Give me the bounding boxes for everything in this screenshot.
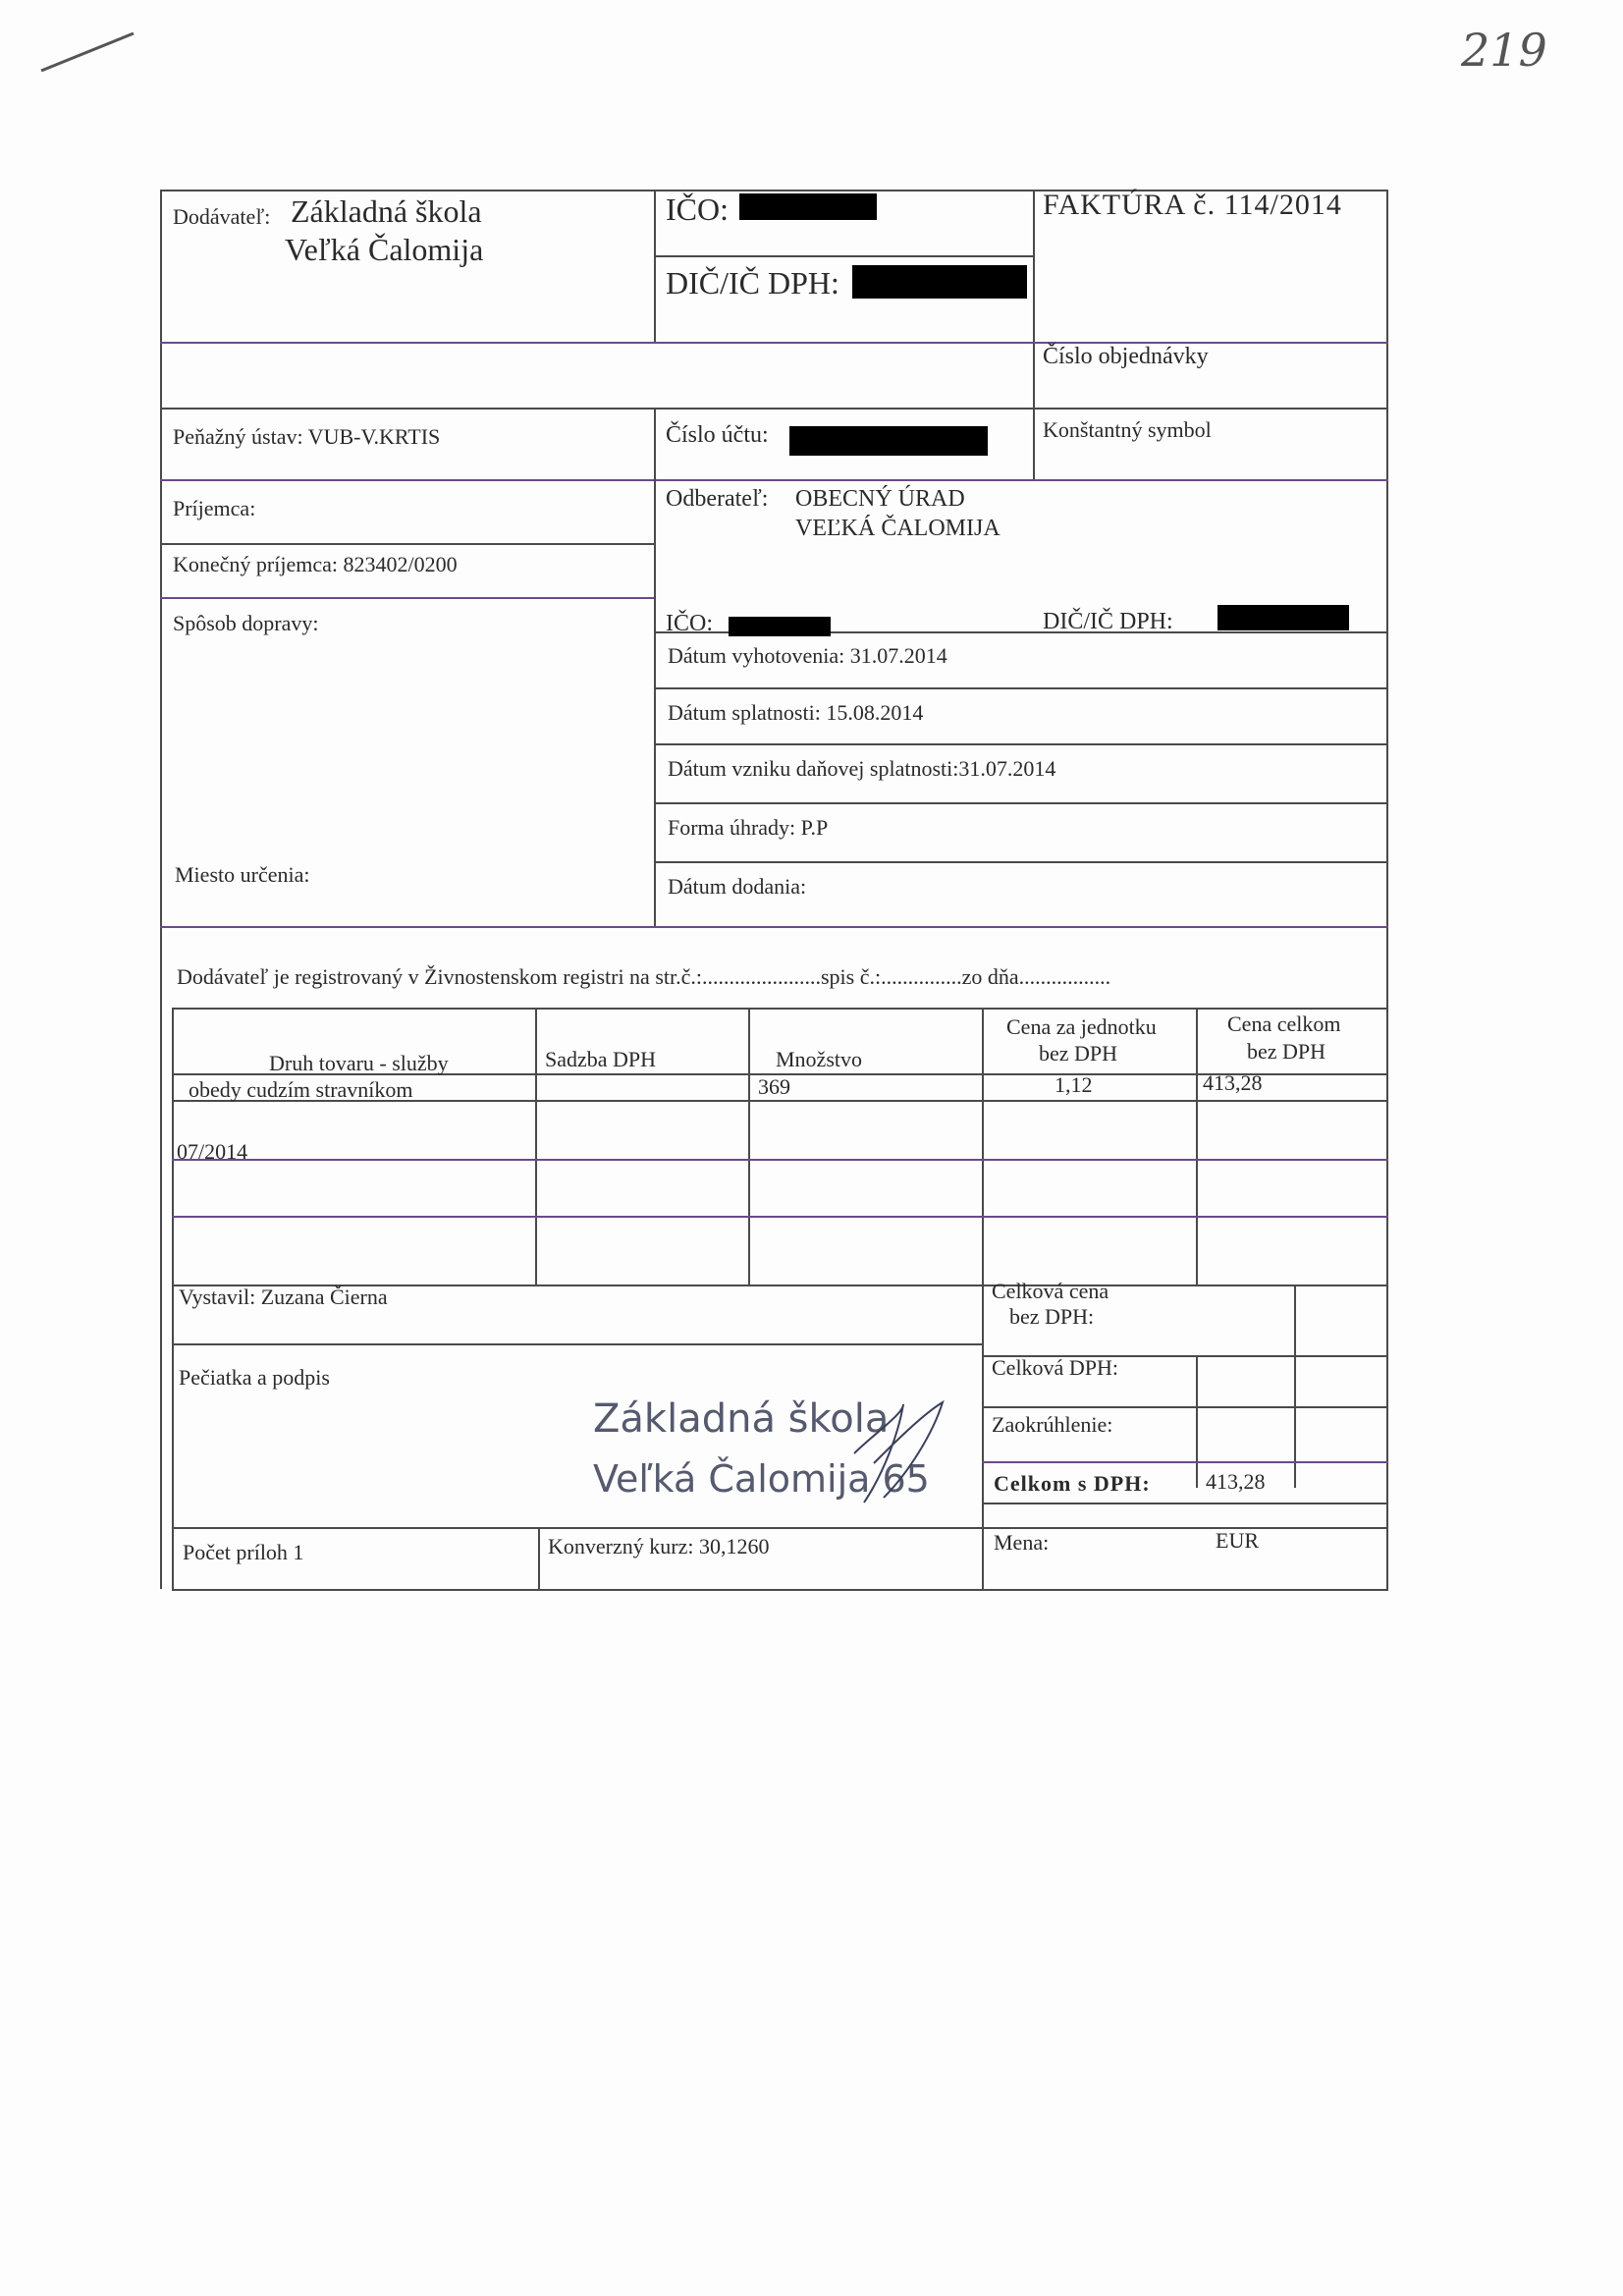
rule [160, 543, 654, 545]
rule [654, 255, 1033, 257]
show-through-text [1183, 1557, 1194, 1599]
rule [172, 1343, 982, 1345]
delivery-date: Dátum dodania: [668, 874, 807, 899]
rule [1033, 190, 1035, 479]
payment-form: Forma úhrady: P.P [668, 815, 829, 840]
redacted-ico [739, 193, 877, 220]
rule [654, 479, 656, 926]
rule [654, 743, 1388, 745]
total-excl-vat-label-2: bez DPH: [1009, 1304, 1095, 1329]
rule [654, 802, 1388, 804]
currency-value: EUR [1216, 1528, 1259, 1553]
customer-dic-label: DIČ/IČ DPH: [1043, 609, 1173, 634]
col-total-header-2: bez DPH [1247, 1039, 1326, 1064]
col-qty-header: Množstvo [776, 1047, 862, 1071]
rule [172, 1527, 1388, 1529]
rule [160, 408, 1388, 410]
invoice-title: FAKTÚRA č. 114/2014 [1043, 189, 1342, 221]
destination-label: Miesto určenia: [175, 862, 310, 887]
rule [172, 1008, 1388, 1010]
attachments-count: Počet príloh 1 [183, 1540, 304, 1564]
rule [160, 190, 162, 1589]
rule [172, 1008, 174, 1589]
redacted-customer-dic [1217, 605, 1349, 630]
rounding-label: Zaokrúhlenie: [992, 1412, 1113, 1437]
ico-label: IČO: [666, 191, 729, 227]
rule [172, 1216, 1388, 1218]
rule [1294, 1285, 1296, 1488]
rule [982, 1461, 1388, 1463]
final-recipient: Konečný príjemca: 823402/0200 [173, 552, 458, 576]
item-period: 07/2014 [177, 1139, 248, 1164]
item-quantity: 369 [758, 1074, 790, 1099]
rule [172, 1589, 1388, 1591]
recipient-label: Príjemca: [173, 496, 256, 520]
total-vat-label: Celková DPH: [992, 1355, 1118, 1380]
rule [1196, 1008, 1198, 1285]
conversion-rate: Konverzný kurz: 30,1260 [548, 1534, 770, 1558]
item-unit-price: 1,12 [1055, 1072, 1093, 1097]
issued-by: Vystavil: Zuzana Čierna [179, 1285, 388, 1309]
supplier-label: Dodávateľ: [173, 204, 271, 229]
supplier-name-line2: Veľká Čalomija [285, 232, 484, 267]
rule [160, 597, 654, 599]
total-excl-vat-label-1: Celková cena [992, 1279, 1109, 1303]
rule [982, 1406, 1388, 1408]
rule [538, 1527, 540, 1589]
item-total: 413,28 [1203, 1070, 1263, 1095]
col-total-header-1: Cena celkom [1227, 1011, 1341, 1036]
total-incl-vat-label: Celkom s DPH: [994, 1471, 1151, 1496]
rule [160, 479, 1388, 481]
issue-date: Dátum vyhotovenia: 31.07.2014 [668, 643, 947, 668]
redacted-account [789, 426, 988, 456]
rule [1196, 1355, 1198, 1488]
due-date: Dátum splatnosti: 15.08.2014 [668, 700, 924, 725]
rule [654, 861, 1388, 863]
registry-text: Dodávateľ je registrovaný v Živnostenskom registri na str.č.:......................spis č.:...............zo dňa................. [177, 964, 1111, 989]
item-description: obedy cudzím stravníkom [189, 1077, 413, 1102]
school-stamp-line2: Veľká Čalomija 65 [593, 1457, 930, 1501]
col-unit-price-header-1: Cena za jednotku [1006, 1014, 1157, 1039]
rule [982, 1503, 1388, 1504]
rule [654, 408, 656, 479]
order-number-label: Číslo objednávky [1043, 344, 1209, 369]
transport-label: Spôsob dopravy: [173, 611, 319, 635]
redacted-dic [852, 265, 1027, 299]
rule [654, 190, 656, 342]
rule [1386, 190, 1388, 1589]
customer-name-line2: VEĽKÁ ČALOMIJA [795, 516, 1001, 541]
bank-label: Peňažný ústav: VUB-V.KRTIS [173, 424, 441, 449]
scan-mark [39, 27, 137, 77]
col-vat-rate-header: Sadzba DPH [545, 1047, 657, 1071]
col-item-header: Druh tovaru - služby [269, 1051, 449, 1075]
total-incl-vat-value: 413,28 [1206, 1469, 1266, 1494]
school-stamp-line1: Základná škola [593, 1396, 890, 1442]
dic-label: DIČ/IČ DPH: [666, 265, 839, 301]
constant-symbol-label: Konštantný symbol [1043, 417, 1212, 442]
col-unit-price-header-2: bez DPH [1039, 1041, 1118, 1066]
rule [535, 1008, 537, 1285]
signature [815, 1394, 952, 1512]
stamp-signature-label: Pečiatka a podpis [179, 1365, 330, 1390]
customer-label: Odberateľ: [666, 486, 769, 512]
customer-name-line1: OBECNÝ ÚRAD [795, 486, 965, 512]
account-label: Číslo účtu: [666, 422, 769, 448]
supplier-name-line1: Základná škola [291, 193, 482, 229]
rule [172, 1159, 1388, 1161]
currency-label: Mena: [994, 1530, 1050, 1555]
rule [654, 687, 1388, 689]
rule [748, 1008, 750, 1285]
redacted-customer-ico [729, 617, 831, 636]
rule [160, 926, 1388, 928]
tax-point-date: Dátum vzniku daňovej splatnosti:31.07.2014 [668, 756, 1056, 781]
customer-ico-label: IČO: [666, 611, 713, 636]
handwritten-page-number: 219 [1461, 24, 1547, 77]
